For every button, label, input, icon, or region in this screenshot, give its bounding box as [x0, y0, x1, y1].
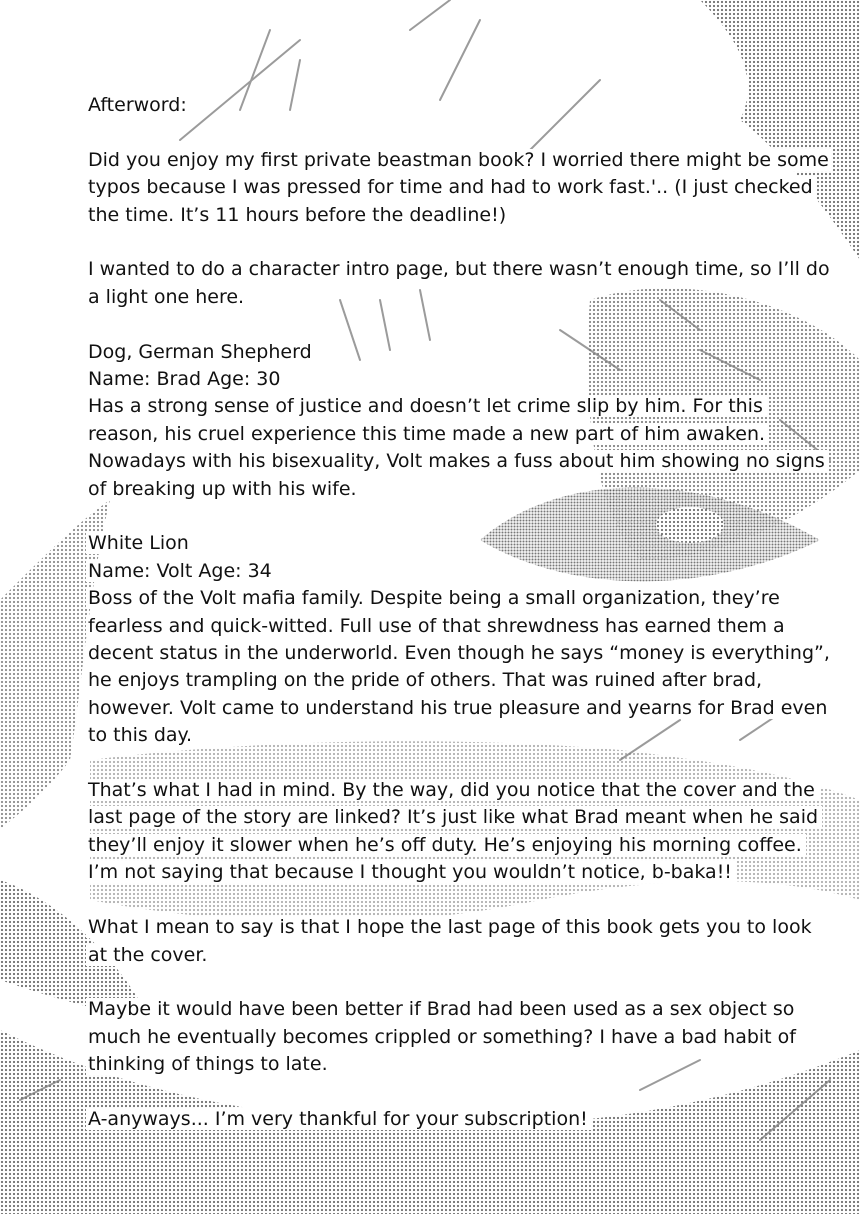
text-line: last page of the story are linked? It’s just like what Brad meant when he said: [86, 806, 822, 828]
text-line: to this day.: [86, 724, 196, 746]
text-line: much he eventually becomes crippled or something? I have a bad habit of: [86, 1026, 800, 1048]
text-line: they’ll enjoy it slower when he’s off duty. He’s enjoying his morning coffee.: [86, 834, 806, 856]
paragraph-intro: [86, 147, 829, 229]
text-line: thinking of things to late.: [86, 1053, 332, 1075]
text-line: fearless and quick-witted. Full use of that shrewdness has earned them a: [86, 615, 789, 637]
paragraph-last-page: [86, 914, 816, 969]
text-line: That’s what I had in mind. By the way, did you notice that the cover and the: [86, 779, 819, 801]
text-line: however. Volt came to understand his true pleasure and yearns for Brad even: [86, 697, 831, 719]
text-line: Nowadays with his bisexuality, Volt makes a fuss about him showing no signs: [86, 450, 829, 472]
paragraph-volt-profile: [86, 530, 830, 749]
text-line: White Lion: [86, 532, 193, 554]
text-line: decent status in the underworld. Even though he says “money is everything”,: [86, 642, 834, 664]
text-line: Has a strong sense of justice and doesn’t let crime slip by him. For this: [86, 395, 767, 417]
text-line: Maybe it would have been better if Brad had been used as a sex object so: [86, 998, 798, 1020]
text-line: A-anyways... I’m very thankful for your subscription!: [86, 1108, 592, 1130]
text-line: What I mean to say is that I hope the last page of this book gets you to look: [86, 916, 816, 938]
text-line: typos because I was pressed for time and had to work fast.'.. (I just checked: [86, 176, 817, 198]
text-line: I’m not saying that because I thought you wouldn’t notice, b-baka!!: [86, 861, 736, 883]
paragraph-cover-link: [86, 777, 819, 887]
text-line: the time. It’s 11 hours before the deadline!): [86, 204, 510, 226]
text-line: Dog, German Shepherd: [86, 341, 316, 363]
text-line: reason, his cruel experience this time made a new part of him awaken.: [86, 423, 769, 445]
afterword-heading: Afterword:: [86, 92, 816, 119]
text-line: I wanted to do a character intro page, but there wasn’t enough time, so I’ll do: [86, 258, 834, 280]
paragraph-character-intro: [86, 256, 830, 311]
text-line: he enjoys trampling on the pride of others. That was ruined after brad,: [86, 669, 766, 691]
text-line: Name: Brad Age: 30: [86, 368, 284, 390]
paragraph-thanks: [86, 1106, 816, 1133]
text-line: at the cover.: [86, 944, 211, 966]
text-line: a light one here.: [86, 286, 248, 308]
text-line: Did you enjoy my first private beastman book? I worried there might be some: [86, 149, 833, 171]
paragraph-reflection: [86, 996, 816, 1078]
afterword-page: [86, 92, 830, 1161]
text-line: Name: Volt Age: 34: [86, 560, 276, 582]
text-line: Boss of the Volt mafia family. Despite being a small organization, they’re: [86, 587, 784, 609]
paragraph-brad-profile: [86, 339, 825, 503]
text-line: of breaking up with his wife.: [86, 478, 361, 500]
